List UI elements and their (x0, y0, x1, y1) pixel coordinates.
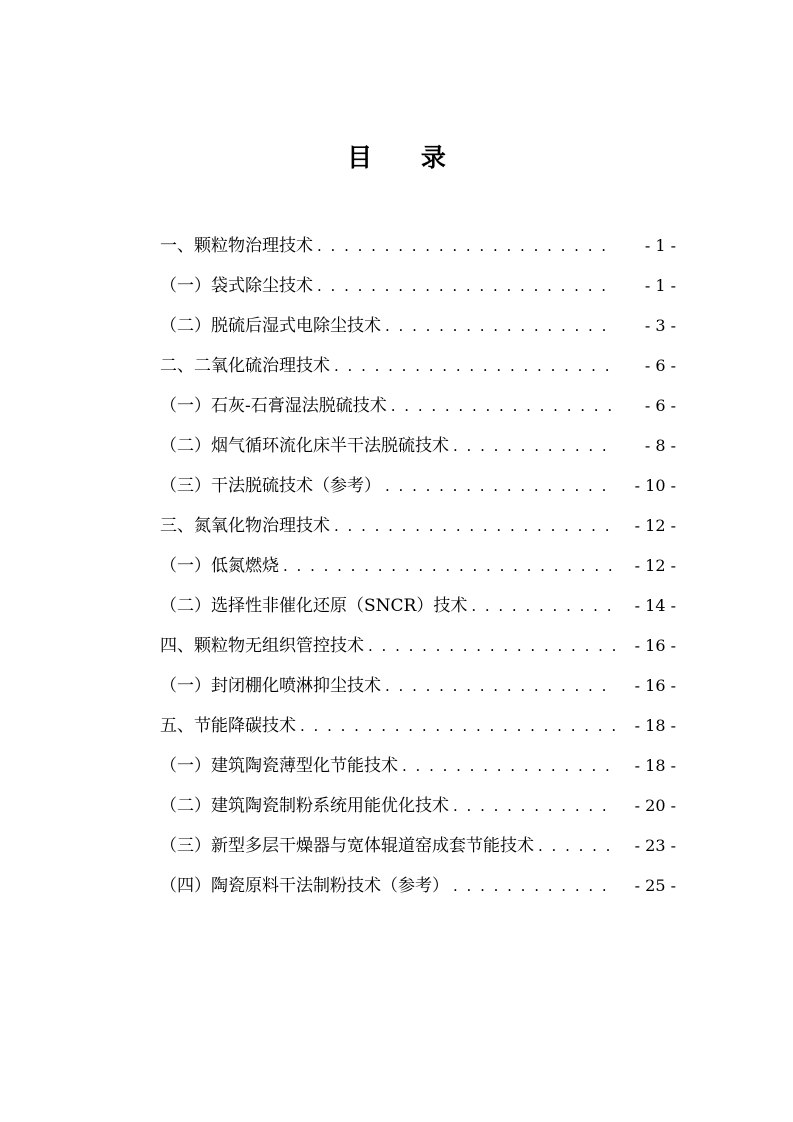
toc-entry-label: （二）脱硫后湿式电除尘技术 (160, 316, 381, 336)
page-title: 目 录 (347, 143, 466, 172)
toc-entry-page: - 12 - (634, 556, 676, 575)
toc-dot-leader (385, 666, 616, 706)
toc-dot-leader (283, 546, 616, 586)
toc-entry-page: - 1 - (644, 236, 676, 255)
toc-entry-label: （三）干法脱硫技术（参考） (160, 476, 381, 496)
toc-entry[interactable] (160, 746, 676, 786)
toc-entry-label: （一）低氮燃烧 (160, 556, 279, 576)
toc-entry-label: （一）袋式除尘技术 (160, 276, 313, 296)
toc-dot-leader (334, 346, 616, 386)
toc-dot-leader (385, 466, 616, 506)
toc-entry[interactable] (160, 306, 676, 346)
toc-entry-label: （二）烟气循环流化床半干法脱硫技术 (160, 436, 449, 456)
toc-dot-leader (385, 306, 616, 346)
toc-entry-label: 五、节能降碳技术 (160, 716, 296, 736)
toc-entry-label: （一）封闭棚化喷淋抑尘技术 (160, 676, 381, 696)
toc-entry-page: - 6 - (644, 356, 676, 375)
toc-dot-leader (453, 866, 616, 906)
toc-entry-label: 一、颗粒物治理技术 (160, 236, 313, 256)
toc-entry[interactable] (160, 786, 676, 826)
toc-entry-label: （二）选择性非催化还原（SNCR）技术 (160, 596, 468, 616)
toc-dot-leader (402, 746, 616, 786)
toc-dot-leader (538, 826, 616, 866)
toc-entry-page: - 16 - (634, 636, 676, 655)
toc-entry[interactable] (160, 466, 676, 506)
toc-entry[interactable] (160, 626, 676, 666)
toc-dot-leader (453, 786, 616, 826)
toc-dot-leader (368, 626, 616, 666)
toc-entry[interactable] (160, 666, 676, 706)
toc-entry-page: - 12 - (634, 516, 676, 535)
toc-entry-label: 三、氮氧化物治理技术 (160, 516, 330, 536)
toc-entry-label: （一）石灰-石膏湿法脱硫技术 (160, 396, 387, 416)
toc-entry-page: - 20 - (634, 796, 676, 815)
toc-dot-leader (317, 226, 616, 266)
table-of-contents (160, 226, 676, 906)
toc-entry[interactable] (160, 826, 676, 866)
toc-entry-label: （一）建筑陶瓷薄型化节能技术 (160, 756, 398, 776)
toc-dot-leader (300, 706, 616, 746)
toc-entry-page: - 3 - (644, 316, 676, 335)
toc-entry-label: （三）新型多层干燥器与宽体辊道窑成套节能技术 (160, 836, 534, 856)
toc-entry-page: - 25 - (634, 876, 676, 895)
toc-entry-page: - 16 - (634, 676, 676, 695)
toc-entry[interactable] (160, 866, 676, 906)
toc-entry-page: - 18 - (634, 756, 676, 775)
toc-entry[interactable] (160, 506, 676, 546)
toc-entry-label: （四）陶瓷原料干法制粉技术（参考） (160, 876, 449, 896)
toc-entry-page: - 18 - (634, 716, 676, 735)
toc-entry[interactable] (160, 586, 676, 626)
toc-entry-label: （二）建筑陶瓷制粉系统用能优化技术 (160, 796, 449, 816)
toc-entry[interactable] (160, 706, 676, 746)
toc-entry-page: - 1 - (644, 276, 676, 295)
toc-entry-page: - 23 - (634, 836, 676, 855)
toc-entry-page: - 8 - (644, 436, 676, 455)
toc-entry-page: - 10 - (634, 476, 676, 495)
toc-entry-page: - 6 - (644, 396, 676, 415)
toc-entry[interactable] (160, 386, 676, 426)
toc-dot-leader (391, 386, 616, 426)
toc-entry[interactable] (160, 346, 676, 386)
toc-entry[interactable] (160, 546, 676, 586)
toc-entry[interactable] (160, 426, 676, 466)
toc-entry-label: 四、颗粒物无组织管控技术 (160, 636, 364, 656)
toc-dot-leader (453, 426, 616, 466)
toc-entry[interactable] (160, 226, 676, 266)
toc-dot-leader (471, 586, 616, 626)
toc-dot-leader (334, 506, 616, 546)
toc-entry-page: - 14 - (634, 596, 676, 615)
toc-entry[interactable] (160, 266, 676, 306)
toc-entry-label: 二、二氧化硫治理技术 (160, 356, 330, 376)
toc-dot-leader (317, 266, 616, 306)
